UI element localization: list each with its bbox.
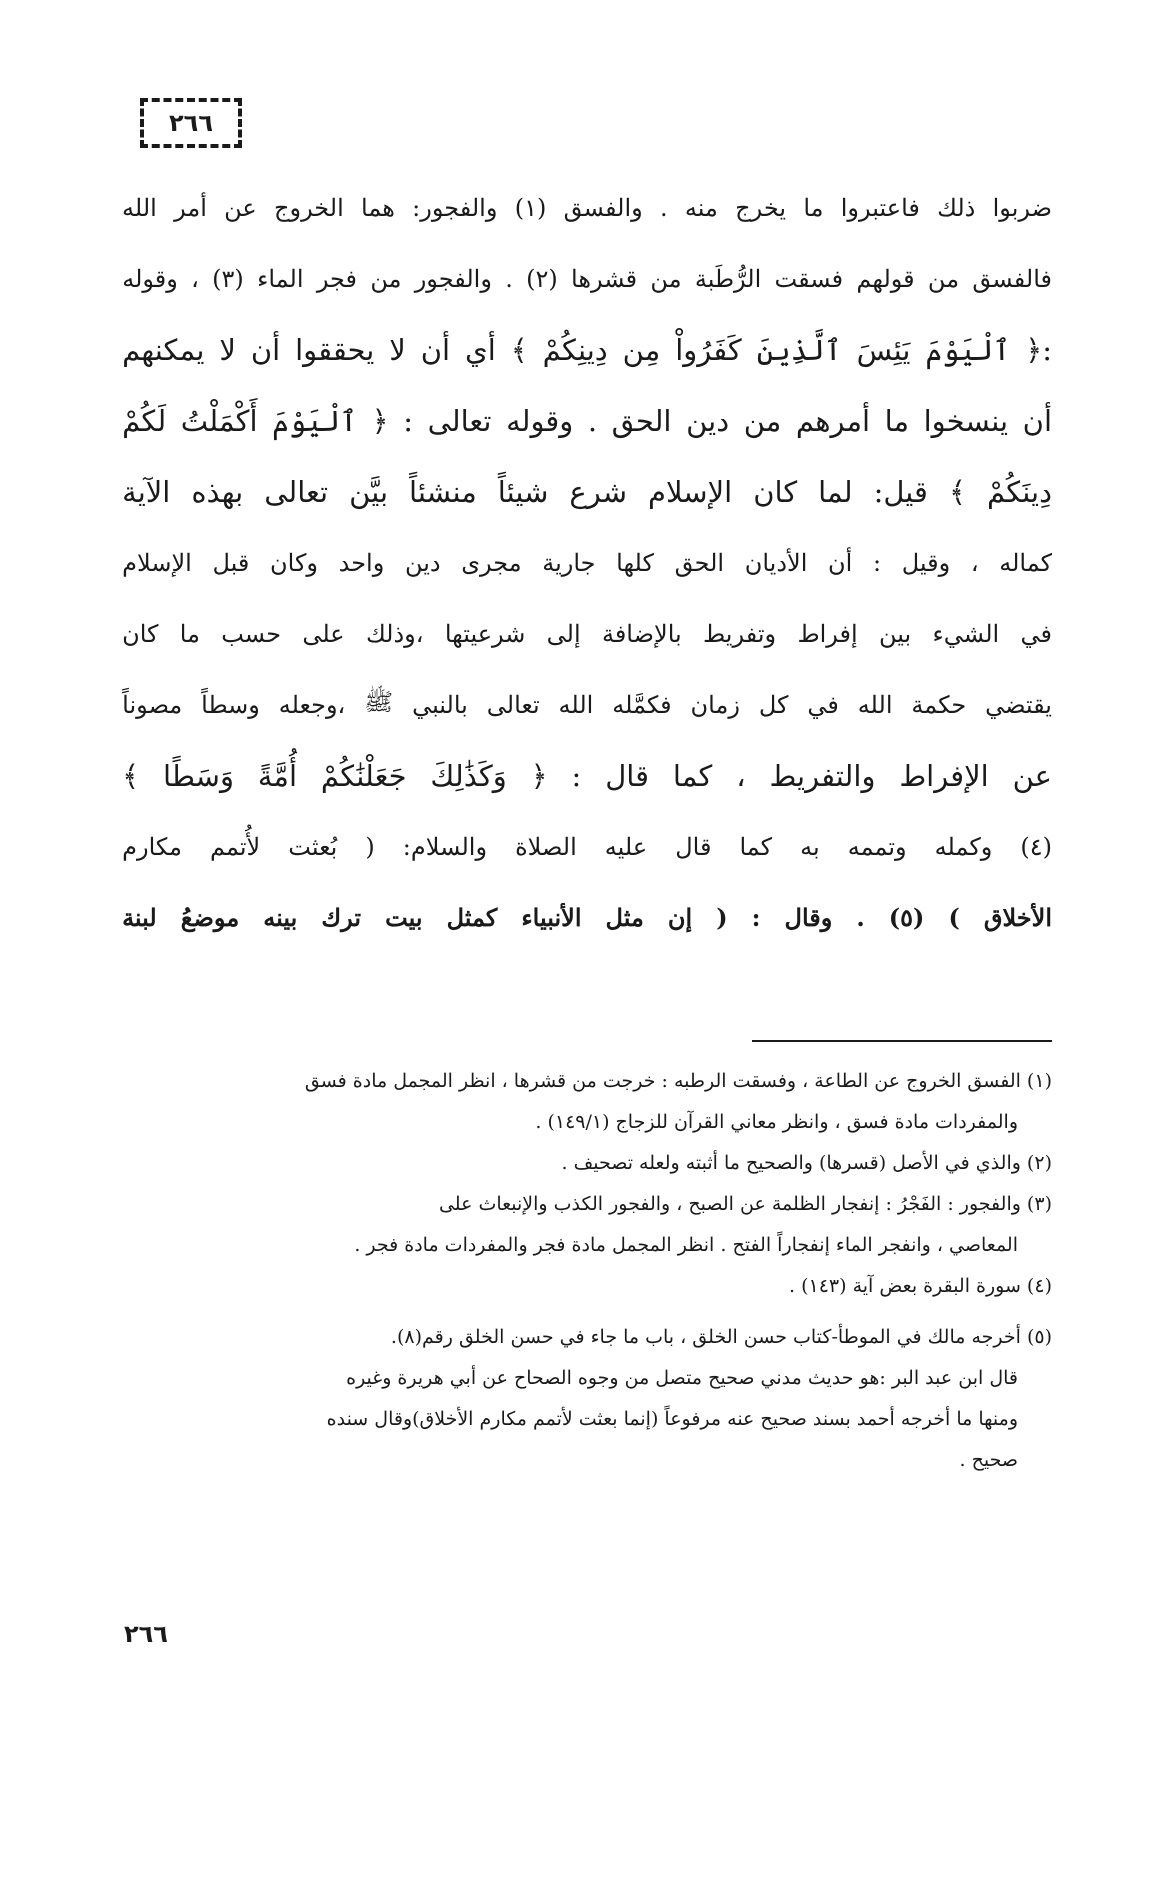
- word: كما: [672, 758, 713, 793]
- word: منشئاً: [409, 474, 477, 509]
- footnote-line-7: (٥) أخرجه مالك في الموطأ-كتاب حسن الخلق ، باب ما جاء في حسن الخلق رقم(٨).: [390, 1325, 1052, 1348]
- word: زمان: [690, 690, 740, 719]
- word: وقيل: [901, 548, 951, 577]
- word: ما: [884, 403, 910, 438]
- word: ٱلْيَوْمَ: [925, 332, 1011, 367]
- footnote-line-2: والمفردات مادة فسق ، وانظر معاني القرآن للزجاج (١٤٩/١) .: [535, 1110, 1018, 1133]
- word: جارية: [542, 548, 596, 577]
- word: أن: [250, 332, 281, 367]
- word: ٱلْيَوْمَ: [272, 403, 358, 438]
- word: كمثل: [446, 903, 498, 932]
- word: شرع: [569, 474, 628, 509]
- word: مِن: [622, 332, 661, 367]
- word: والفسق: [563, 193, 643, 222]
- word: (: [716, 903, 728, 932]
- footnote-divider: [752, 1040, 1052, 1042]
- word: لا: [219, 332, 236, 367]
- footnote-line-10: صحيح .: [959, 1448, 1018, 1471]
- word: من: [650, 264, 682, 293]
- word: حسب: [221, 619, 282, 648]
- word: الله: [857, 690, 893, 719]
- word: عن: [1012, 758, 1052, 793]
- word: جَعَلْنَٰكُمْ: [320, 758, 407, 793]
- word: لبنة: [122, 903, 157, 932]
- word: قال: [675, 832, 712, 861]
- word: الخروج: [273, 193, 344, 222]
- word: ﷺ: [364, 688, 394, 716]
- word: الماء: [257, 264, 304, 293]
- word: ينسخوا: [923, 403, 1009, 438]
- footnote-line-5: المعاصي ، وانفجر الماء إنفجاراً الفتح . انظر المجمل مادة فجر والمفردات مادة فجر .: [354, 1233, 1018, 1256]
- text-line-6: [122, 527, 1052, 598]
- word: لا: [389, 332, 406, 367]
- word: كلها: [616, 548, 654, 577]
- word: ذلك: [937, 193, 976, 222]
- word: (٢): [526, 264, 558, 293]
- word: الشيء: [932, 619, 1000, 648]
- word: فالفسق: [972, 264, 1052, 293]
- word: .: [505, 264, 513, 293]
- word: كان: [753, 474, 798, 509]
- word: على: [302, 619, 345, 648]
- word: (٣): [212, 264, 244, 293]
- word: (٥): [888, 903, 925, 932]
- word: الصلاة: [515, 832, 577, 861]
- word: لَكُمْ: [122, 403, 167, 438]
- word: الحق: [674, 548, 725, 577]
- word: منه: [684, 193, 718, 222]
- word: الحق: [611, 403, 672, 438]
- word: :: [571, 758, 582, 793]
- word: الله: [122, 193, 157, 222]
- word: والفجور: [414, 264, 492, 293]
- footnote-line-8: قال ابن عبد البر :هو حديث مدني صحيح متصل من وجوه الصحاح عن أبي هريرة وغيره: [346, 1366, 1018, 1389]
- word: يمكنهم: [122, 332, 205, 367]
- word: دِينَكُمْ: [986, 474, 1052, 509]
- word: (: [365, 832, 375, 861]
- word: إلى: [546, 619, 581, 648]
- word: الإفراط: [899, 758, 989, 793]
- word: ،وجعله: [278, 690, 346, 719]
- word: أن: [828, 548, 853, 577]
- word: تعالى: [486, 690, 540, 719]
- word: الله: [558, 690, 594, 719]
- word: ما: [179, 619, 200, 648]
- text-line-7: [122, 598, 1052, 669]
- word: أَكْمَلْتُ: [180, 403, 258, 438]
- word: قال: [605, 758, 650, 793]
- text-line-5: [122, 456, 1052, 527]
- word: :: [403, 403, 413, 438]
- word: ): [948, 903, 960, 932]
- word: مكارم: [122, 832, 182, 861]
- text-line-9: [122, 740, 1052, 811]
- word: ،: [191, 264, 199, 293]
- word: الرُّطَبة: [694, 264, 762, 293]
- word: أي: [465, 332, 496, 367]
- word: إفراط: [797, 619, 858, 648]
- word: ﴿: [371, 403, 389, 438]
- text-line-8: [122, 669, 1052, 740]
- word: وتفريط: [703, 619, 777, 648]
- word: وقوله: [122, 264, 178, 293]
- word: فجر: [316, 264, 358, 293]
- word: تعالى: [264, 474, 329, 509]
- word: من: [743, 403, 782, 438]
- word: الإسلام: [648, 474, 733, 509]
- word: قولهم: [856, 264, 915, 293]
- word: قشرها: [571, 264, 638, 293]
- word: دين: [404, 548, 441, 577]
- word: بينه: [263, 903, 298, 932]
- word: عليه: [604, 832, 648, 861]
- word: عن: [224, 193, 257, 222]
- word: وقال: [784, 903, 833, 932]
- word: أُمَّةً: [257, 758, 298, 793]
- word: لأُتمم: [210, 832, 261, 861]
- word: .: [587, 403, 598, 438]
- word: :: [872, 548, 882, 577]
- word: وكان: [270, 548, 318, 577]
- word: (١): [514, 193, 547, 222]
- word: الأخلاق: [983, 903, 1052, 932]
- footnote-line-1: (١) الفسق الخروج عن الطاعة ، وفسقت الرطبه : خرجت من قشرها ، انظر المجمل مادة فسق: [304, 1069, 1052, 1092]
- word: ٱلَّذِينَ: [756, 332, 842, 367]
- word: أن: [1022, 403, 1052, 438]
- text-line-1: [122, 172, 1052, 243]
- word: هما: [361, 193, 395, 222]
- word: ﴾: [122, 758, 140, 793]
- word: وَسَطًا: [163, 758, 234, 793]
- word: دِينِكُمْ: [542, 332, 608, 367]
- footnote-line-9: ومنها ما أخرجه أحمد بسند صحيح عنه مرفوعاً (إنما بعثت لأتمم مكارم الأخلاق)وقال سنده: [326, 1407, 1018, 1430]
- word: والفجور:: [412, 193, 498, 222]
- word: من: [927, 264, 960, 293]
- word: فاعتبروا: [840, 193, 920, 222]
- page-number-top: ٢٦٦: [140, 98, 242, 148]
- word: الإسلام: [122, 548, 192, 577]
- text-line-10: [122, 811, 1052, 882]
- word: ﴿: [530, 758, 548, 793]
- word: بين: [879, 619, 912, 648]
- word: شيئاً: [497, 474, 549, 509]
- word: واحد: [338, 548, 385, 577]
- word: وكمله: [934, 832, 993, 861]
- word: فسقت: [774, 264, 844, 293]
- word: شرعيتها: [444, 619, 526, 648]
- text-line-2: [122, 243, 1052, 314]
- word: وتممه: [847, 832, 907, 861]
- word: قيل:: [873, 474, 928, 509]
- word: ضربوا: [992, 193, 1052, 222]
- word: وسطاً: [201, 690, 260, 719]
- word: يقتضي: [985, 690, 1052, 719]
- word: يحققوا: [295, 332, 375, 367]
- word: والتفريط: [769, 758, 876, 793]
- word: بُعثت: [288, 832, 338, 861]
- word: بالنبي: [412, 690, 468, 719]
- word: أن: [420, 332, 451, 367]
- word: من: [370, 264, 402, 293]
- word: يخرج: [735, 193, 787, 222]
- page-number-bottom: ٢٦٦: [124, 1620, 168, 1648]
- word: الأديان: [744, 548, 808, 577]
- word: كان: [122, 619, 159, 648]
- word: مثل: [605, 903, 644, 932]
- footnotes-section: [122, 1060, 1052, 1480]
- main-text-body: [122, 172, 1052, 953]
- word: ﴾: [948, 474, 966, 509]
- word: دين: [686, 403, 730, 438]
- word: تعالى: [427, 403, 492, 438]
- word: أمر: [174, 193, 207, 222]
- text-line-3: [122, 314, 1052, 385]
- word: موضعُ: [180, 903, 240, 932]
- word: به: [800, 832, 820, 861]
- word: مصوناً: [122, 690, 183, 719]
- word: .: [856, 903, 865, 932]
- word: (٤): [1020, 832, 1052, 861]
- word: كماله: [999, 548, 1052, 577]
- word: أمرهم: [795, 403, 871, 438]
- word: وَكَذَٰلِكَ: [430, 758, 507, 793]
- word: ﴾: [510, 332, 528, 367]
- word: :: [751, 903, 761, 932]
- word: يَئِسَ: [856, 332, 911, 367]
- word: بيت: [385, 903, 423, 932]
- word: ،: [736, 758, 746, 793]
- word: ما: [803, 193, 824, 222]
- word: إن: [667, 903, 693, 932]
- word: ،وذلك: [365, 619, 424, 648]
- word: :﴿: [1025, 332, 1052, 367]
- footnote-line-6: (٤) سورة البقرة بعض آية (١٤٣) .: [789, 1274, 1052, 1297]
- word: ،: [970, 548, 979, 577]
- word: كَفَرُواْ: [675, 332, 742, 367]
- word: والسلام:: [402, 832, 488, 861]
- word: في: [807, 690, 839, 719]
- word: بالإضافة: [601, 619, 682, 648]
- word: لما: [818, 474, 853, 509]
- word: بهذه: [191, 474, 244, 509]
- text-line-4: [122, 385, 1052, 456]
- word: مجرى: [461, 548, 522, 577]
- word: .: [660, 193, 668, 222]
- word: الأنبياء: [521, 903, 582, 932]
- word: ترك: [321, 903, 362, 932]
- word: فكمَّله: [612, 690, 672, 719]
- word: حكمة: [911, 690, 967, 719]
- word: الآية: [122, 474, 171, 509]
- word: في: [1020, 619, 1052, 648]
- footnote-line-3: (٢) والذي في الأصل (قسرها) والصحيح ما أثبته ولعله تصحيف .: [561, 1151, 1052, 1174]
- word: وقوله: [506, 403, 574, 438]
- word: كما: [739, 832, 773, 861]
- text-line-11: [122, 882, 1052, 953]
- word: كل: [758, 690, 789, 719]
- footnote-line-4: (٣) والفجور : الفَجْرُ : إنفجار الظلمة عن الصبح ، والفجور الكذب والإنبعاث على: [438, 1192, 1052, 1215]
- word: بيَّن: [349, 474, 389, 509]
- word: قبل: [212, 548, 250, 577]
